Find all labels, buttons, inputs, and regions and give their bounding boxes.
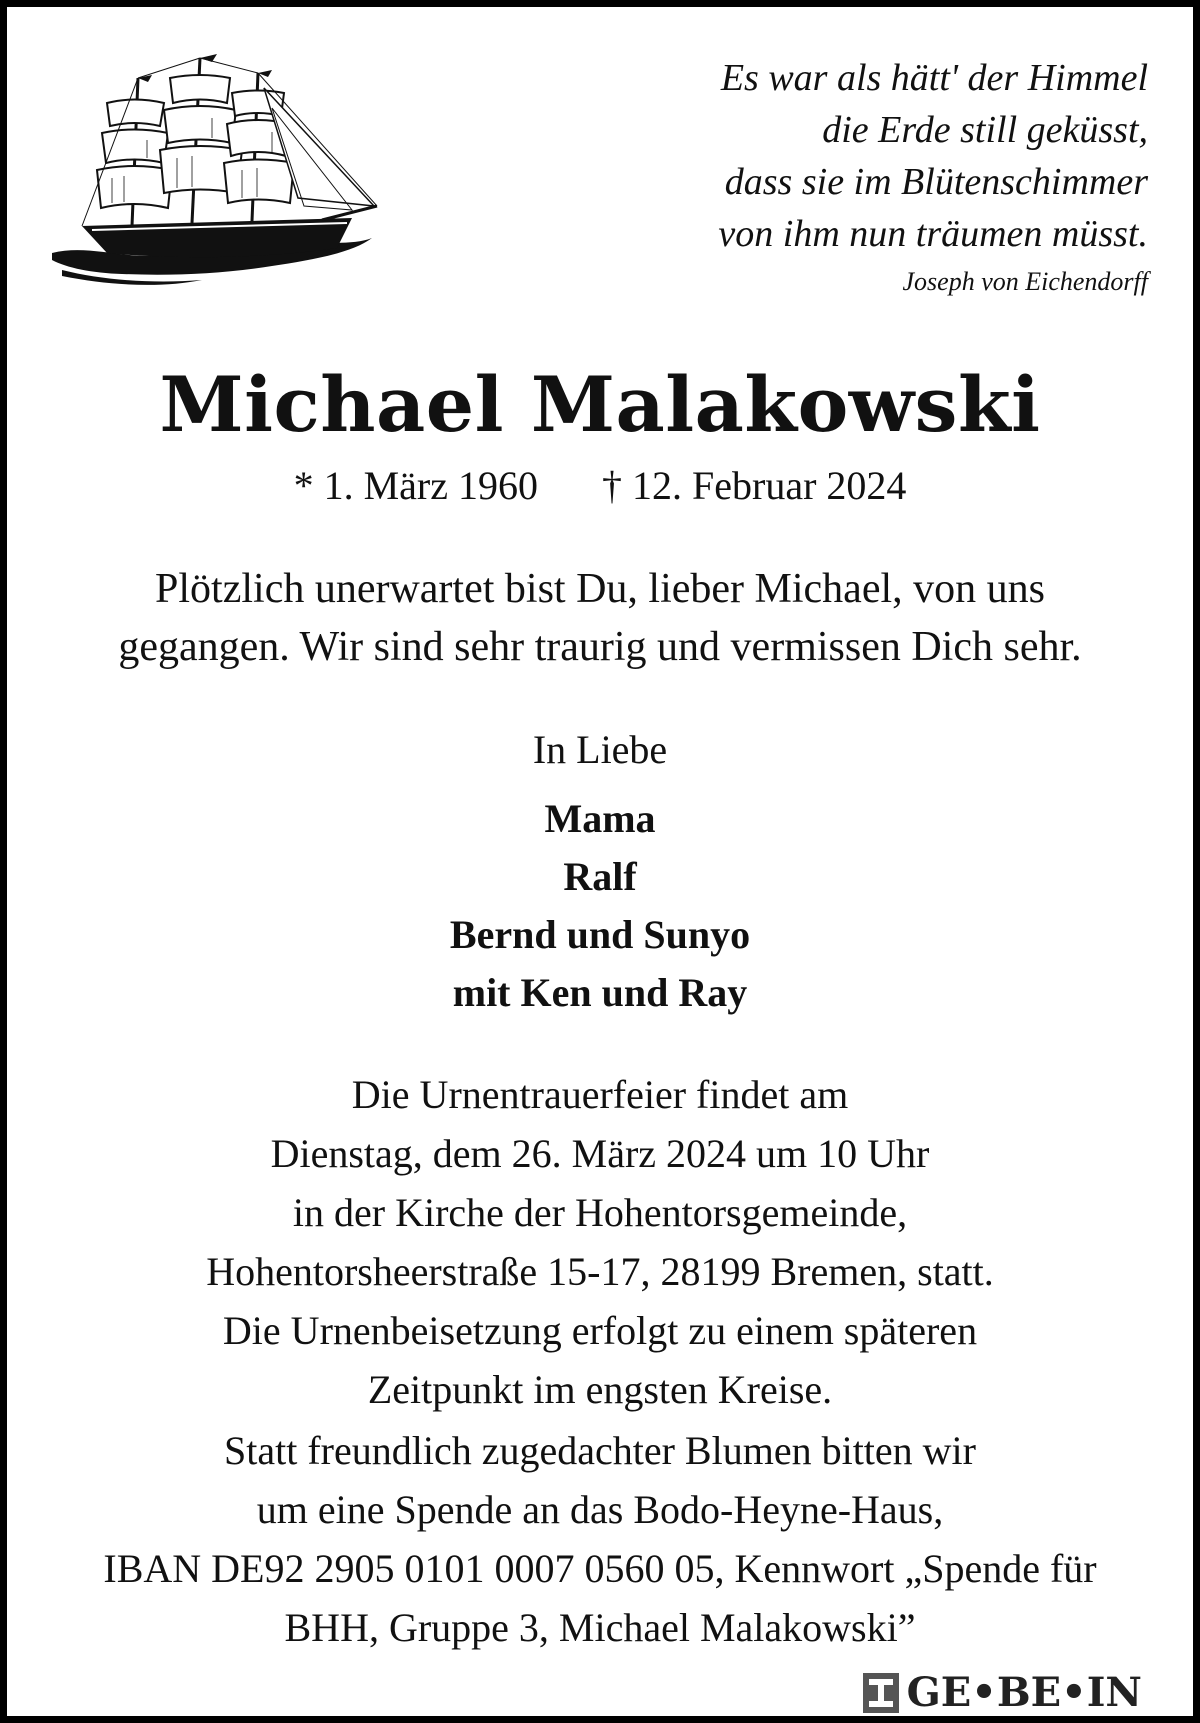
deceased-name: Michael Malakowski: [159, 360, 1041, 449]
message-line: gegangen. Wir sind sehr traurig und vermissen Dich sehr.: [118, 624, 1082, 670]
poem-line: von ihm nun träumen müsst.: [718, 213, 1148, 255]
service-line: in der Kirche der Hohentorsgemeinde,: [292, 1190, 908, 1235]
donation-line: um eine Spende an das Bodo-Heyne-Haus,: [256, 1487, 944, 1532]
condolence-message: [40, 560, 1160, 676]
life-dates: [0, 462, 1200, 510]
service-line: Zeitpunkt im engsten Kreise.: [367, 1367, 833, 1412]
poem-author: Joseph von Eichendorff: [902, 267, 1148, 296]
service-line: Die Urnentrauerfeier findet am: [351, 1072, 849, 1117]
service-line: Dienstag, dem 26. März 2024 um 10 Uhr: [270, 1131, 930, 1176]
donation-info: [30, 1421, 1170, 1657]
donation-line: BHH, Gruppe 3, Michael Malakowski”: [284, 1605, 916, 1650]
family-member: Bernd und Sunyo: [449, 912, 751, 957]
sailing-ship-icon: [52, 48, 412, 308]
gebein-logo-text: GE•BE•IN: [906, 1669, 1142, 1716]
family-list: [0, 790, 1200, 1022]
gebein-logo-icon: [863, 1673, 899, 1713]
family-member: mit Ken und Ray: [452, 970, 748, 1015]
gebein-logo: [859, 1670, 1142, 1716]
poem: [588, 52, 1148, 304]
poem-line: Es war als hätt' der Himmel: [720, 57, 1148, 99]
death-date: † 12. Februar 2024: [602, 463, 907, 508]
birth-date: * 1. März 1960: [293, 463, 538, 508]
service-info: [30, 1065, 1170, 1419]
poem-line: die Erde still geküsst,: [822, 109, 1148, 151]
poem-line: dass sie im Blütenschimmer: [724, 161, 1148, 203]
service-line: Die Urnenbeisetzung erfolgt zu einem späteren: [222, 1308, 978, 1353]
service-line: Hohentorsheerstraße 15-17, 28199 Bremen, statt.: [206, 1249, 994, 1294]
donation-line: IBAN DE92 2905 0101 0007 0560 05, Kennwort „Spende für: [103, 1546, 1097, 1591]
donation-line: Statt freundlich zugedachter Blumen bitten wir: [224, 1428, 976, 1473]
family-member: Mama: [544, 796, 656, 841]
family-member: Ralf: [563, 854, 637, 899]
closing-phrase: In Liebe: [532, 727, 668, 772]
message-line: Plötzlich unerwartet bist Du, lieber Michael, von uns: [155, 566, 1045, 612]
